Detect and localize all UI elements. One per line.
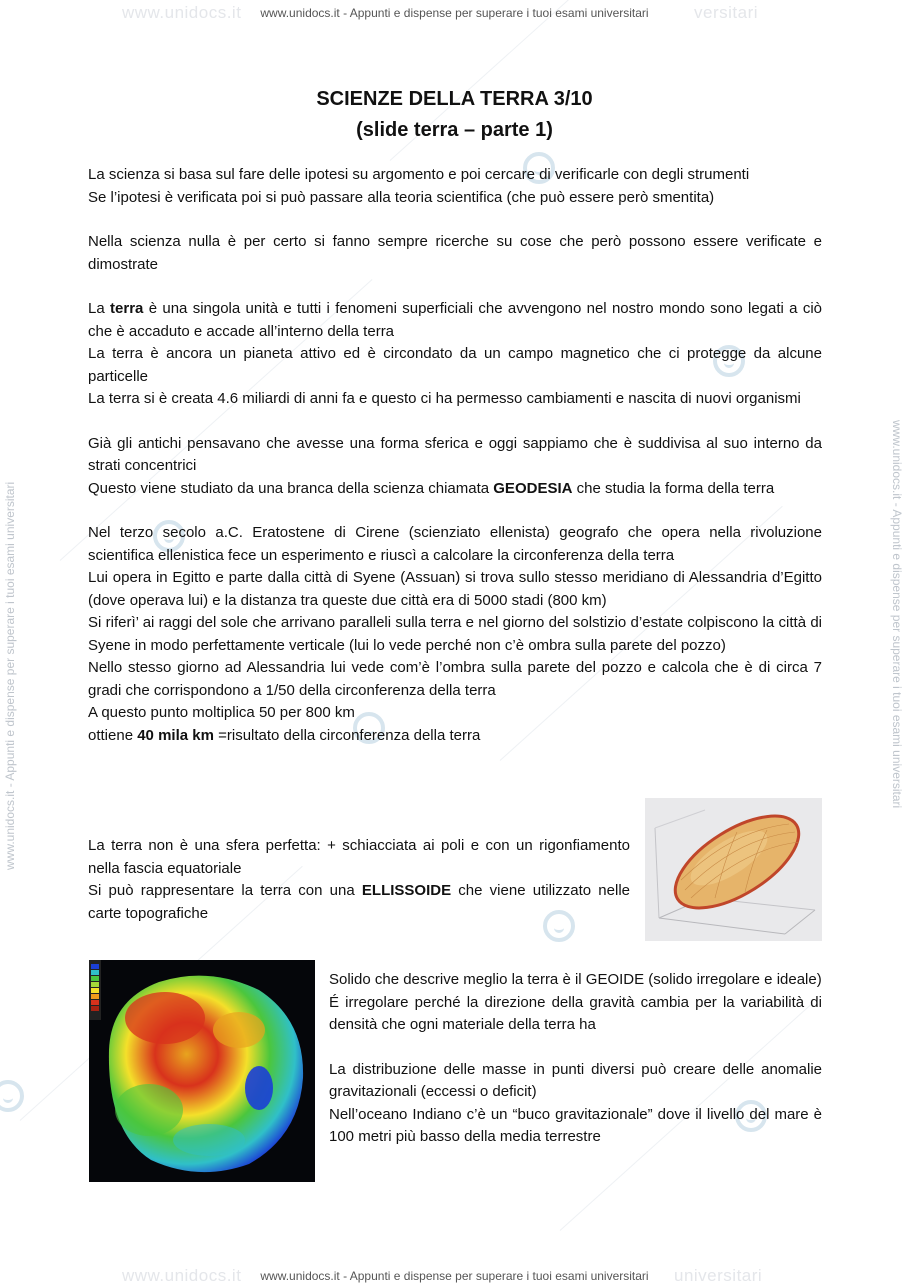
watermark-ghost-top-right: versitari: [694, 3, 759, 22]
paragraph: La terra non è una sfera perfetta: + schiacciata ai poli e con un rigonfiamento nella fascia equatoriale: [88, 837, 630, 877]
paragraph: Lui opera in Egitto e parte dalla città di Syene (Assuan) si trova sullo stesso meridiano di Alessandria d’Egitto (dove operava lui) e la distanza tra queste due città era di 5000 stadi (800 km): [88, 569, 822, 609]
paragraph: Nella scienza nulla è per certo si fanno sempre ricerche su cose che però possono essere verificate e dimostrate: [88, 233, 822, 273]
ellipsoid-image: [645, 798, 822, 941]
geoid-illustration: [89, 960, 315, 1182]
watermark-ghost-bottom: www.unidocs.it: [122, 1266, 242, 1285]
paragraph: ottiene 40 mila km =risultato della circonferenza della terra: [88, 726, 481, 744]
unidocs-logo-icon: [0, 1080, 24, 1112]
geoid-image: [89, 960, 315, 1182]
main-text-block: [88, 164, 822, 747]
paragraph: La distribuzione delle masse in punti diversi può creare delle anomalie gravitazionali (eccessi o deficit): [329, 1060, 822, 1100]
paragraph: Questo viene studiato da una branca della scienza chiamata GEODESIA che studia la forma della terra: [88, 479, 775, 497]
watermark-footer: www.unidocs.it - Appunti e dispense per superare i tuoi esami universitari: [260, 1269, 649, 1283]
ellipsoid-illustration: [645, 798, 822, 941]
geoid-text-block: [329, 969, 822, 1149]
watermark-side-right: www.unidocs.it - Appunti e dispense per superare i tuoi esami universitari: [890, 420, 904, 809]
watermark-ghost-top: www.unidocs.it: [122, 3, 242, 22]
paragraph: Si può rappresentare la terra con una ELLISSOIDE che viene utilizzato nelle carte topografiche: [88, 882, 631, 922]
paragraph: Se l’ipotesi è verificata poi si può passare alla teoria scientifica (che può essere però smentita): [88, 188, 715, 206]
paragraph: Si riferì’ ai raggi del sole che arrivano paralleli sulla terra e nel giorno del solstizio d’estate colpiscono la città di Syene in modo perfettamente verticale (lui lo vede perché non c’è ombra sulla parete del pozzo): [88, 614, 822, 654]
watermark-header: www.unidocs.it - Appunti e dispense per superare i tuoi esami universitari: [260, 6, 649, 20]
paragraph: Già gli antichi pensavano che avesse una forma sferica e oggi sappiamo che è suddivisa al suo interno da strati concentrici: [88, 434, 822, 474]
paragraph: Nell’oceano Indiano c’è un “buco gravitazionale” dove il livello del mare è 100 metri più basso della media terrestre: [329, 1105, 822, 1145]
keyword-geodesia: GEODESIA: [493, 479, 573, 497]
page-title: [0, 84, 909, 146]
paragraph: É irregolare perché la direzione della gravità cambia per la variabilità di densità che ogni materiale della terra ha: [329, 993, 822, 1033]
paragraph: La terra è una singola unità e tutti i fenomeni superficiali che avvengono nel nostro mondo sono legati a ciò che è accaduto e accade all’interno della terra: [88, 300, 823, 340]
paragraph: La scienza si basa sul fare delle ipotesi su argomento e poi cercare di verificarle con degli strumenti: [88, 166, 750, 183]
watermark-ghost-bottom-right: universitari: [674, 1266, 763, 1285]
title-line-2: (slide terra – parte 1): [356, 119, 553, 141]
keyword-40-mila-km: 40 mila km: [137, 726, 214, 744]
title-line-1: SCIENZE DELLA TERRA 3/10: [316, 88, 593, 110]
paragraph: Nel terzo secolo a.C. Eratostene di Cirene (scienziato ellenista) geografo che opera nella rivoluzione scientifica ellenistica fece un esperimento e riuscì a calcolare la circonferenza della terra: [88, 524, 822, 564]
keyword-ellissoide: ELLISSOIDE: [361, 882, 452, 899]
ellipsoid-text-block: [88, 835, 630, 925]
paragraph: A questo punto moltiplica 50 per 800 km: [88, 704, 355, 721]
keyword-terra: terra: [110, 300, 144, 317]
paragraph: La terra è ancora un pianeta attivo ed è circondato da un campo magnetico che ci protegge da alcune particelle: [88, 345, 822, 385]
paragraph: Solido che descrive meglio la terra è il GEOIDE (solido irregolare e ideale): [329, 971, 822, 988]
paragraph: La terra si è creata 4.6 miliardi di anni fa e questo ci ha permesso cambiamenti e nascita di nuovi organismi: [88, 390, 801, 407]
paragraph: Nello stesso giorno ad Alessandria lui vede com’è l’ombra sulla parete del pozzo e calcola che è di circa 7 gradi che corrispondono a 1/50 della circonferenza della terra: [88, 659, 822, 699]
watermark-side-left: www.unidocs.it - Appunti e dispense per superare i tuoi esami universitari: [3, 481, 17, 870]
